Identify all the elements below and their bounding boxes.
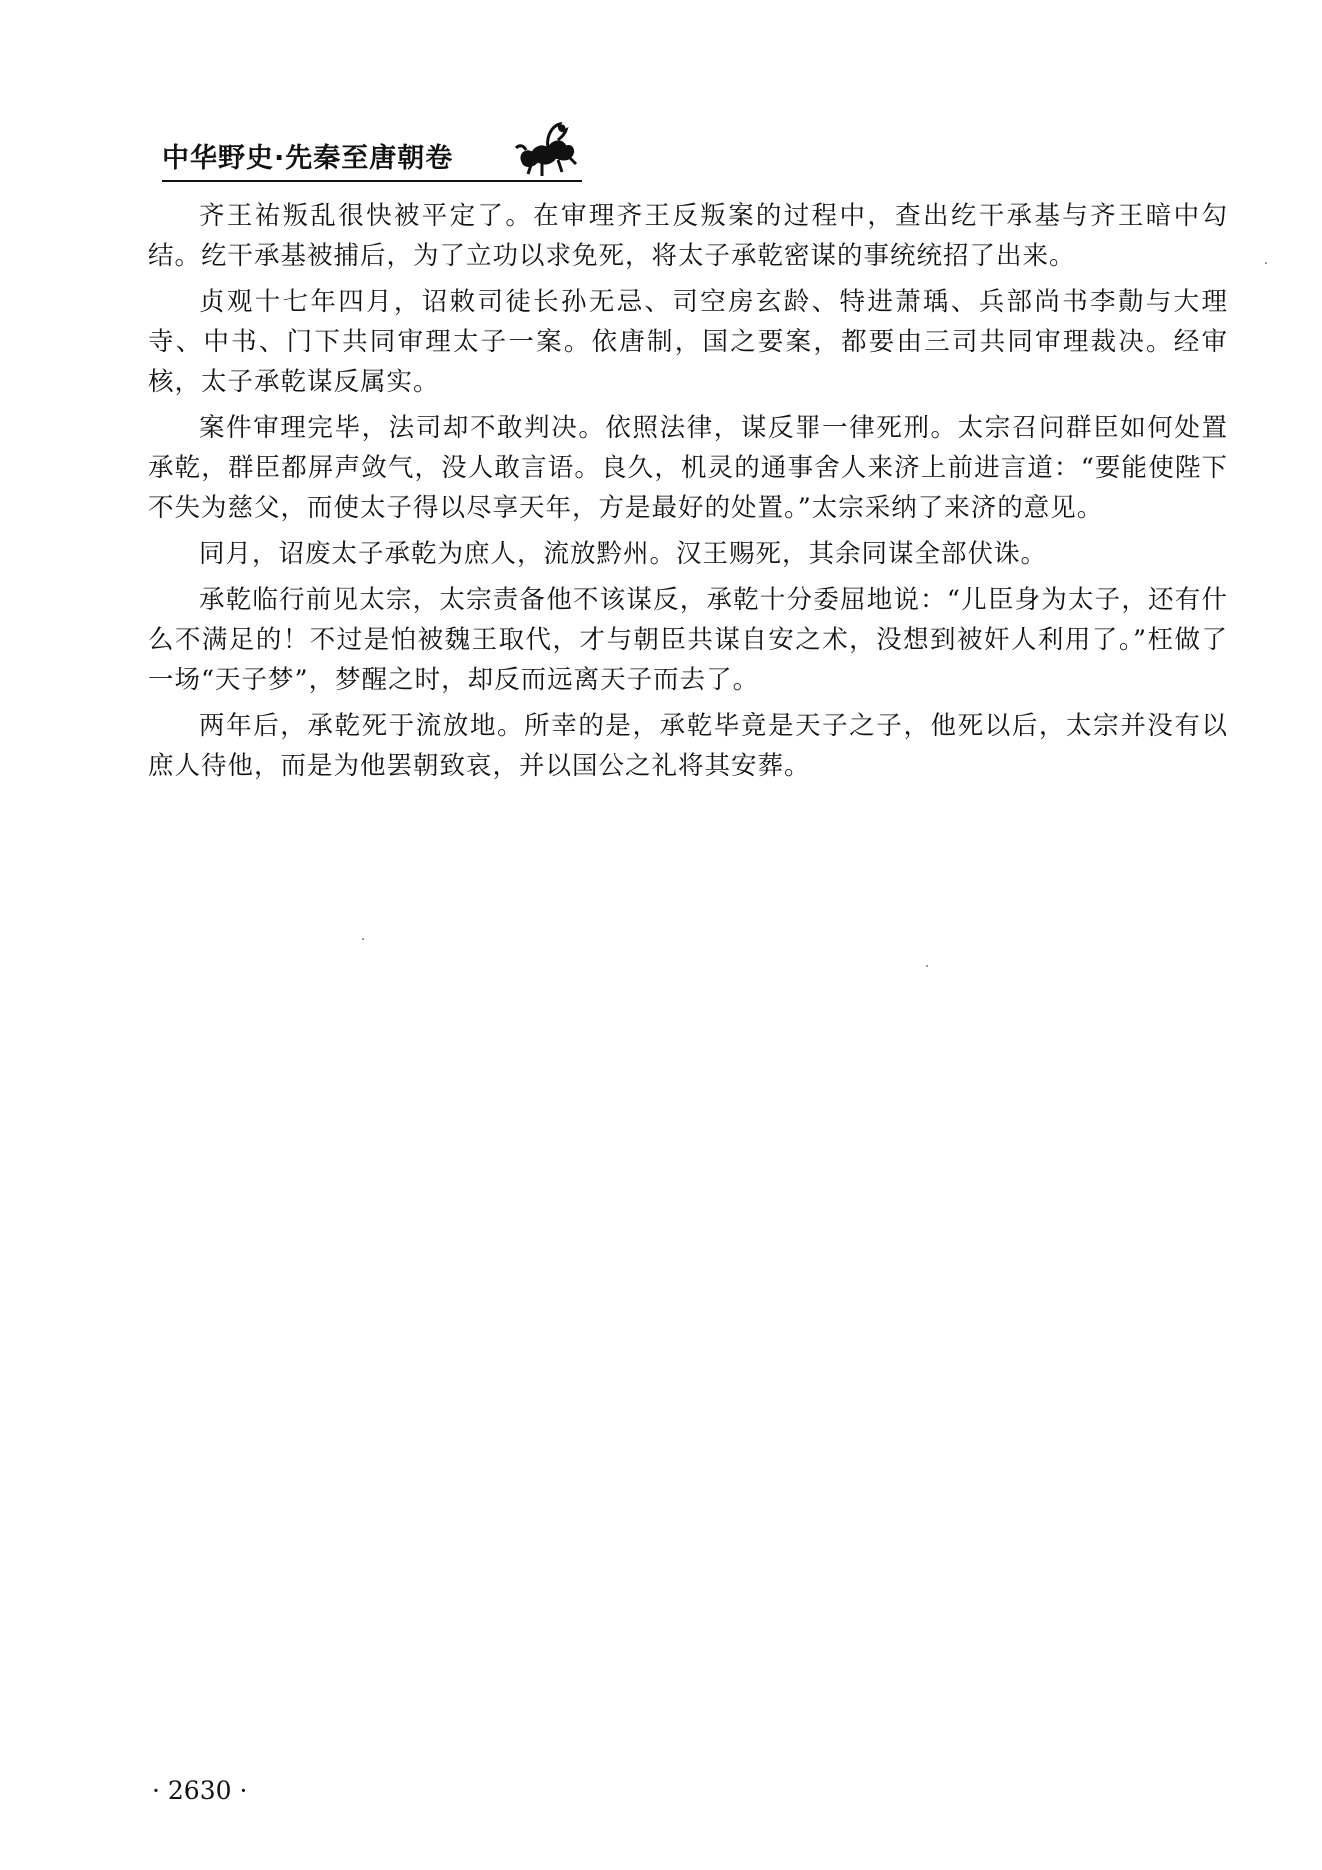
paragraph: 两年后，承乾死于流放地。所幸的是，承乾毕竟是天子之子，他死以后，太宗并没有以庶人待他，而是为他罢朝致哀，并以国公之礼将其安葬。 xyxy=(148,711,1228,781)
paragraph: 案件审理完毕，法司却不敢判决。依照法律，谋反罪一律死刑。太宗召问群臣如何处置承乾，群臣都屏声敛气，没人敢言语。良久，机灵的通事舍人来济上前进言道：“要能使陛下不失为慈父，而使太子得以尽享天年，方是最好的处置。”太宗采纳了来济的意见。 xyxy=(148,413,1228,523)
running-header xyxy=(162,118,582,188)
dragon-ornament-icon xyxy=(512,118,582,180)
scan-speck xyxy=(362,938,364,940)
paragraph: 承乾临行前见太宗，太宗责备他不该谋反，承乾十分委屈地说：“儿臣身为太子，还有什么不满足的！不过是怕被魏王取代，才与朝臣共谋自安之术，没想到被奸人利用了。”枉做了一场“天子梦”，梦醒之时，却反而远离天子而去了。 xyxy=(148,585,1228,695)
paragraph: 同月，诏废太子承乾为庶人，流放黔州。汉王赐死，其余同谋全部伏诛。 xyxy=(199,539,1048,569)
page-number: · 2630 · xyxy=(152,1776,248,1805)
scan-speck xyxy=(926,965,928,967)
header-rule xyxy=(162,180,582,182)
body-text xyxy=(148,196,1228,792)
scan-speck xyxy=(1265,262,1267,264)
paragraph: 齐王祐叛乱很快被平定了。在审理齐王反叛案的过程中，查出纥干承基与齐王暗中勾结。纥干承基被捕后，为了立功以求免死，将太子承乾密谋的事统统招了出来。 xyxy=(148,201,1228,271)
paragraph: 贞观十七年四月，诏敕司徒长孙无忌、司空房玄龄、特进萧瑀、兵部尚书李勣与大理寺、中书、门下共同审理太子一案。依唐制，国之要案，都要由三司共同审理裁决。经审核，太子承乾谋反属实。 xyxy=(148,287,1228,397)
header-title: 中华野史·先秦至唐朝卷 xyxy=(162,143,454,174)
